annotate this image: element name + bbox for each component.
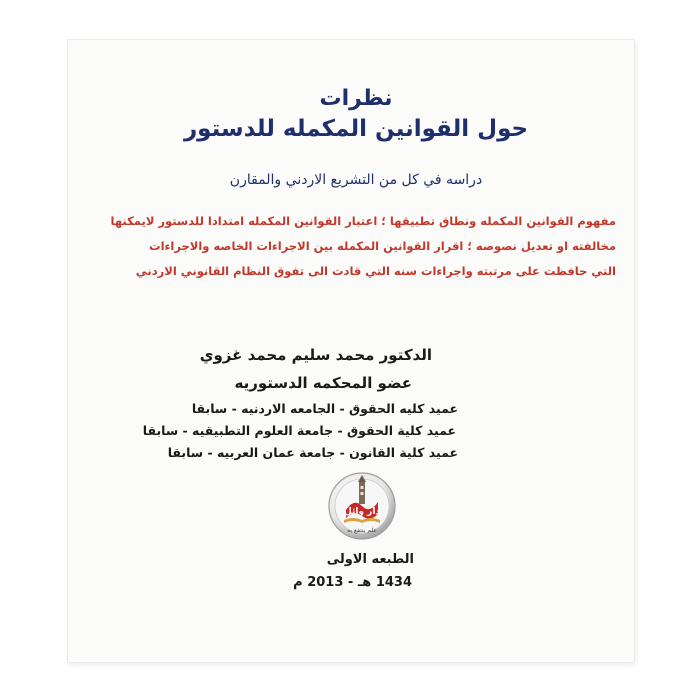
title-page [68,40,634,662]
description-line: التي حافظت على مرتبته واجراءات سنه التي قادت الى تفوق النظام القانوني الاردني [135,264,616,278]
author-name: الدكتور محمد سليم محمد غزوي [199,346,432,364]
author-position: عميد كليه الحقوق - الجامعه الاردنيه - سابقا [191,401,458,416]
edition-label: الطبعه الاولى [326,552,414,567]
publisher-logo-icon [326,470,398,542]
publisher-name: دار وائل [343,507,381,517]
author-position: عميد كلية القانون - جامعة عمان العربيه - سابقا [167,445,458,460]
author-position: عميد كلية الحقوق - جامعة العلوم التطبيقيه - سابقا [142,423,456,438]
title-line-1: نظرات [319,86,393,111]
edition-year: 1434 هـ - 2013 م [293,575,412,590]
description-line: مخالفته او تعديل نصوصه ؛ اقرار القوانين المكمله بين الاجراءات الخاصه والاجراءات [149,239,616,253]
subtitle: دراسه في كل من التشريع الاردني والمقارن [229,172,483,188]
title-line-2: حول القوانين المكمله للدستور [183,116,529,142]
author-role: عضو المحكمه الدستوريه [234,374,412,392]
publisher-slogan: علم ينتفع به [347,527,377,534]
description-line: مفهوم القوانين المكمله ونطاق تطبيقها ؛ اعتبار القوانين المكمله امتدادا للدستور لايمكنها [110,214,616,228]
